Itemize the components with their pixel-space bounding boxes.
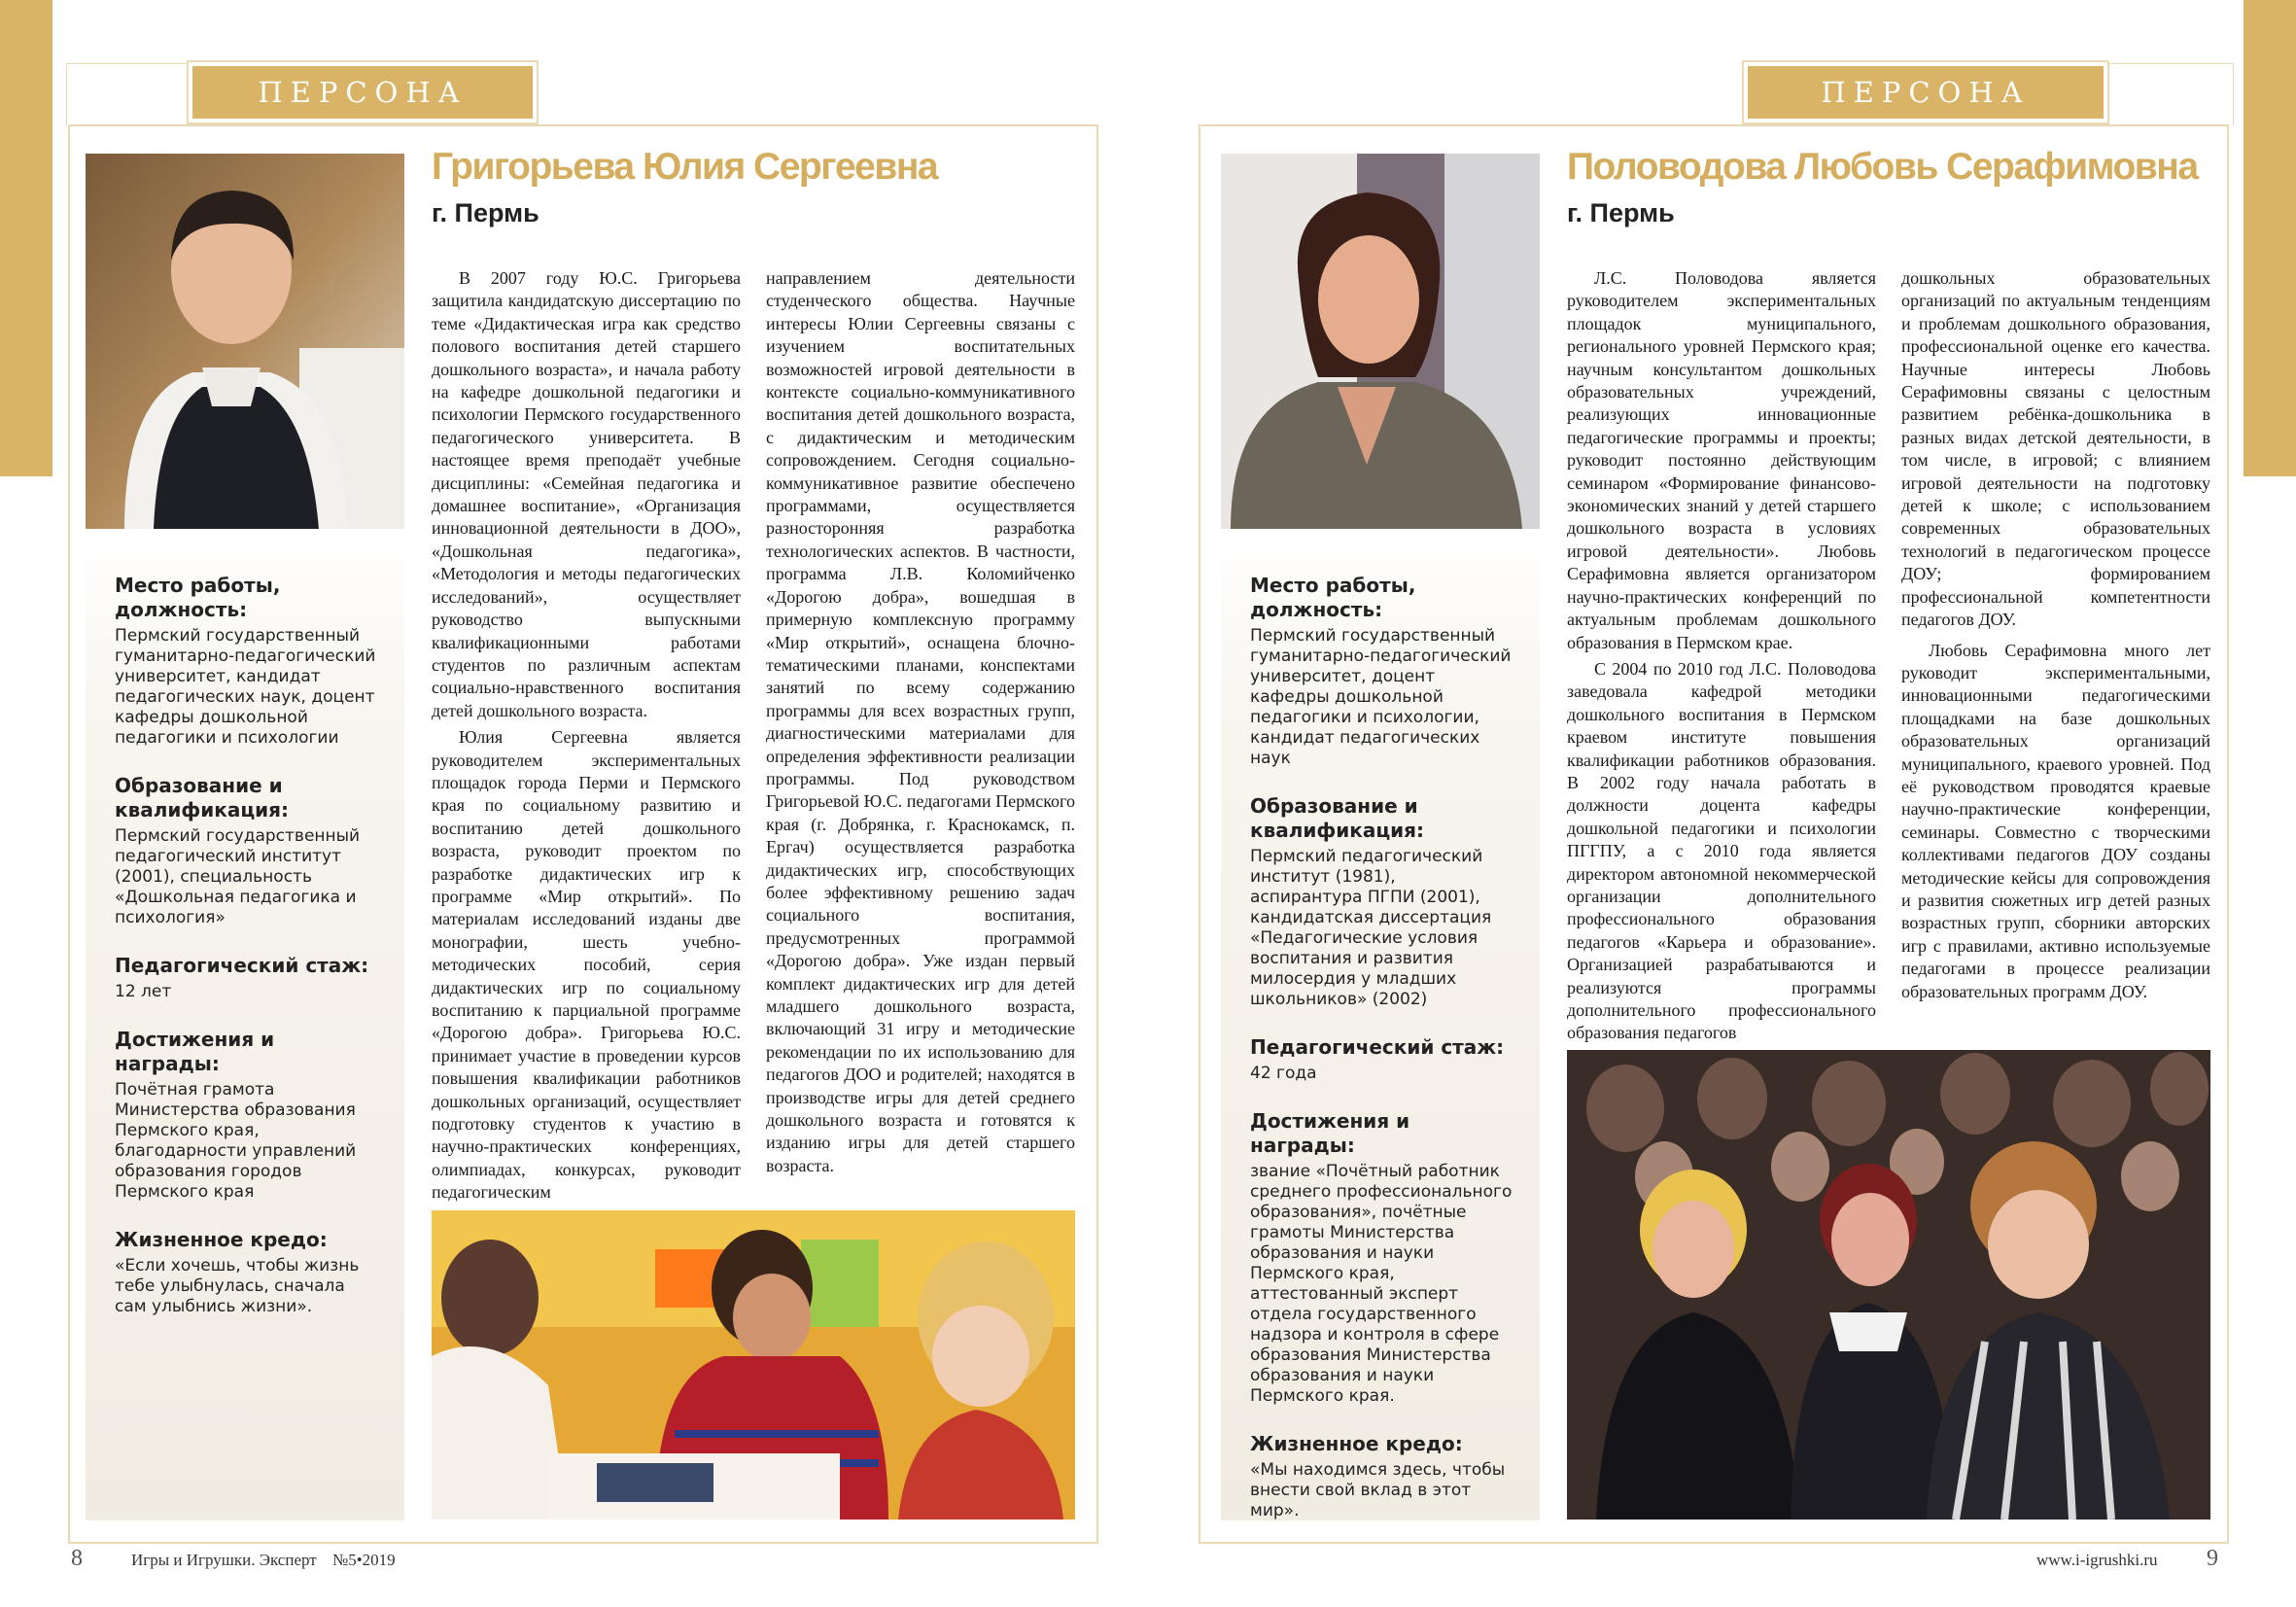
paragraph: дошкольных образовательных организаций по актуальным тенденциям и проблемам дошкольного образования, профессиональной оценке его качества. Научные интересы Любовь Серафимовны связаны с целостным развитием ребёнка-дошкольника в разных видах детской деятельности, в том числе, в игровой; с влиянием игровой деятельности на подготовку детей к школе; с использованием современных образовательных технологий в педагогическом процессе ДОУ; формированием профессиональной компетентности педагогов ДОУ. (1901, 268, 2210, 630)
info-heading-workplace: Место работы, должность: (1250, 574, 1416, 621)
section-label: ПЕРСОНА (192, 66, 533, 119)
portrait-woman-dark-hair-icon (1221, 154, 1540, 529)
left-gold-bar (0, 0, 52, 476)
paragraph: С 2004 по 2010 год Л.С. Половодова заведовала кафедрой методики дошкольного воспитания в Пермском краевом институте повышения квалификации работников образования. В 2002 году начала работать в должности доцента кафедры дошкольной педагогики и психологии ПГГПУ, а с 2010 года является директором автономной некоммерческой организации дополнительного профессионального образования педагогов «Карьера и образование». Организацией разрабатываются и реализуются программы дополнительного профессионального образования педагогов (1567, 658, 1876, 1043)
footer-site: www.i-igrushki.ru (2036, 1551, 2158, 1569)
info-heading-experience: Педагогический стаж: (1250, 1035, 1505, 1059)
person-name-right: Половодова Любовь Серафимовна (1567, 146, 2198, 188)
page-number-right: 9 (2207, 1546, 2218, 1571)
info-heading-workplace: Место работы, должность: (115, 574, 281, 621)
paragraph: Юлия Сергеевна является руководителем экспериментальных площадок города Перми и Пермского края по социальному развитию и воспитанию детей дошкольного возраста, руководит проектом по разработке дидактических игр к программе «Мир открытий». По материалам исследований изданы две монографии, шесть учебно-методических пособий, серия дидактических игр по социальному воспитанию к парциальной программе «Дорогою добра». Григорьева Ю.С. принимает участие в проведении курсов повышения квалификации работников дошкольных организаций, осуществляет подготовку студентов к участию в научно-практических конференциях, олимпиадах, конкурсах, руководит педагогическим (432, 727, 741, 1203)
info-heading-education: Образование и квалификация: (1250, 794, 1424, 842)
left-info-panel (86, 529, 404, 1520)
left-portrait-photo (86, 154, 404, 529)
info-text-workplace: Пермский государственный гуманитарно-педагогический университет, кандидат педагогических наук, доцент кафедры дошкольной педагогики и психологии (115, 626, 376, 748)
section-label: ПЕРСОНА (1748, 66, 2104, 119)
left-bottom-photo (432, 1210, 1075, 1520)
info-heading-credo: Жизненное кредо: (115, 1228, 328, 1251)
article-column-right-2 (1901, 267, 2210, 1003)
info-text-experience: 12 лет (115, 982, 172, 1001)
right-gold-bar (2244, 0, 2296, 476)
person-name-left: Григорьева Юлия Сергеевна (432, 146, 938, 188)
info-text-awards: звание «Почётный работник среднего профессионального образования», почётные грамоты Министерства образования и науки Пермского края, аттестованный эксперт отдела государственного надзора и контроля в сфере образования Министерства образования и науки Пермского края. (1250, 1162, 1513, 1406)
paragraph: направлением деятельности студенческого общества. Научные интересы Юлии Сергеевны связаны с изучением воспитательных возможностей игровой деятельности в контексте социально-коммуникативного воспитания детей дошкольного возраста, с дидактическим и методическим сопровождением. Сегодня социально-коммуникативное развитие обеспечено программами, осуществляется разносторонняя разработка технологических аспектов. В частности, программа Л.В. Коломийченко «Дорогою добра», вошедшая в примерную комплексную программу «Мир открытий», оснащена блочно-тематическими планами, конспектами занятий по всему содержанию программы для всех возрастных групп, диагностическими материалами для определения эффективности реализации программы. Под руководством Григорьевой Ю.С. педагогами Пермского края (г. Добрянка, г. Краснокамск, п. Ергач) осуществляется разработка дидактических игр, способствующих более эффективному решению задач социального воспитания, предусмотренных программой «Дорогою добра». Уже издан первый комплект дидактических игр для детей младшего дошкольного возраста, включающий 31 игру и методические рекомендации по их использованию для педагогов ДОО и родителей; находятся в производстве игры для детей среднего дошкольного возраста и готовятся к изданию игры для детей старшего возраста. (766, 268, 1075, 1175)
paragraph: В 2007 году Ю.С. Григорьева защитила кандидатскую диссертацию по теме «Дидактическая игра как средство полового воспитания детей старшего дошкольного возраста», и начала работу на кафедре дошкольной педагогики и психологии Пермского государственного педагогического университета. В настоящее время преподаёт учебные дисциплины: «Семейная педагогика и домашнее воспитание», «Организация инновационной деятельности в ДОО», «Дошкольная педагогика», «Методология и методы педагогических исследований», осуществляет руководство выпускными квалификационными работами студентов по различным аспектам социально-нравственного воспитания детей дошкольного возраста. (432, 268, 741, 720)
info-heading-experience: Педагогический стаж: (115, 954, 369, 977)
footer-issue: №5•2019 (332, 1551, 396, 1569)
three-women-audience-icon (1567, 1050, 2210, 1520)
info-text-experience: 42 года (1250, 1064, 1317, 1083)
person-city-left: г. Пермь (432, 198, 539, 227)
person-city-right: г. Пермь (1567, 198, 1675, 227)
section-tag-left (187, 60, 539, 124)
portrait-woman-short-hair-icon (86, 154, 404, 529)
right-portrait-photo (1221, 154, 1540, 529)
info-text-education: Пермский государственный педагогический институт (2001), специальность «Дошкольная педагогика и психология» (115, 826, 361, 927)
info-heading-credo: Жизненное кредо: (1250, 1432, 1463, 1455)
article-column-left-1 (432, 267, 741, 1205)
info-text-education: Пермский педагогический институт (1981), аспирантура ПГПИ (2001), кандидатская диссертация «Педагогические условия воспитания и развития милосердия у младших школьников» (2002) (1250, 847, 1492, 1009)
page-number-left: 8 (71, 1546, 83, 1571)
section-tag-right (1742, 60, 2109, 124)
article-column-left-2 (766, 267, 1075, 1177)
info-heading-awards: Достижения и награды: (1250, 1109, 1410, 1157)
info-text-workplace: Пермский государственный гуманитарно-педагогический университет, доцент кафедры дошкольной педагогики и психологии, кандидат педагогических наук (1250, 626, 1512, 768)
paragraph: Л.С. Половодова является руководителем экспериментальных площадок муниципального, регионального уровней Пермского края; научным консультантом дошкольных образовательных учреждений, реализующих инновационные педагогические программы и проекты; руководит постоянно действующим семинаром «Формирование финансово-экономических знаний у детей старшего дошкольного возраста в условиях игровой деятельности». Любовь Серафимовна является организатором научно-практических конференций по актуальным проблемам дошкольного образования в Пермском крае. (1567, 268, 1876, 652)
info-text-credo: «Если хочешь, чтобы жизнь тебе улыбнулась, сначала сам улыбнись жизни». (115, 1256, 360, 1316)
info-heading-awards: Достижения и награды: (115, 1028, 275, 1075)
footer-magazine: Игры и Игрушки. Эксперт (131, 1551, 317, 1569)
right-bottom-photo (1567, 1050, 2210, 1520)
info-heading-education: Образование и квалификация: (115, 774, 289, 821)
paragraph: Любовь Серафимовна много лет руководит экспериментальными, инновационными педагогическими площадками на базе дошкольных образовательных организаций муниципального, краевого уровней. Под её руководством проводятся краевые научно-практические конференции, семинары. Совместно с творческими коллективами педагогов ДОУ созданы методические кейсы для сопровождения и развития сюжетных игр детей разных возрастных групп, сборники авторских игр с правилами, активно используемые педагогами в процессе реализации образовательных программ ДОУ. (1901, 640, 2210, 1001)
article-column-right-1 (1567, 267, 1876, 1045)
info-text-awards: Почётная грамота Министерства образования Пермского края, благодарности управлений образования городов Пермского края (115, 1080, 357, 1202)
right-info-panel (1221, 529, 1540, 1520)
info-text-credo: «Мы находимся здесь, чтобы внести свой вклад в этот мир». (1250, 1460, 1506, 1520)
teacher-with-children-icon (432, 1210, 1075, 1520)
